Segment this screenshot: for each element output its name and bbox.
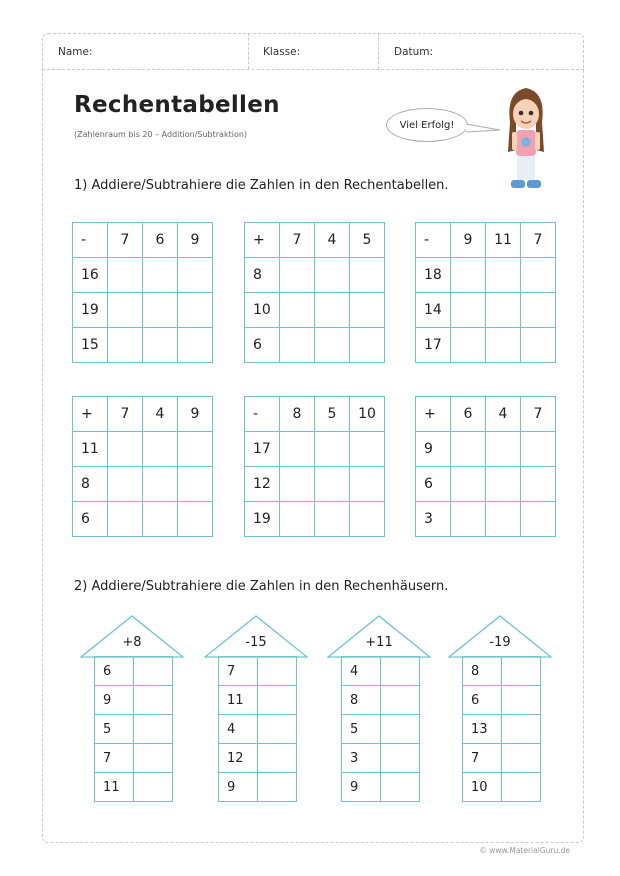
answer-cell[interactable] xyxy=(258,686,297,715)
table-row-header: 8 xyxy=(245,258,280,293)
house-value: 13 xyxy=(463,715,502,744)
table-operator: + xyxy=(245,223,280,258)
table-row-header: 14 xyxy=(416,293,451,328)
answer-cell[interactable] xyxy=(280,467,315,502)
house-value: 3 xyxy=(342,744,381,773)
house-value: 8 xyxy=(463,657,502,686)
house-value: 9 xyxy=(342,773,381,802)
answer-cell[interactable] xyxy=(521,293,556,328)
calc-table-4 xyxy=(72,396,213,537)
answer-cell[interactable] xyxy=(486,328,521,363)
table-operator: + xyxy=(416,397,451,432)
house-value: 7 xyxy=(463,744,502,773)
answer-cell[interactable] xyxy=(143,502,178,537)
header-divider xyxy=(248,33,249,69)
answer-cell[interactable] xyxy=(178,432,213,467)
table-col-header: 4 xyxy=(486,397,521,432)
answer-cell[interactable] xyxy=(315,258,350,293)
table-row-header: 18 xyxy=(416,258,451,293)
calc-table-1 xyxy=(72,222,213,363)
answer-cell[interactable] xyxy=(143,432,178,467)
answer-cell[interactable] xyxy=(451,293,486,328)
answer-cell[interactable] xyxy=(381,686,420,715)
table-row-header: 10 xyxy=(245,293,280,328)
answer-cell[interactable] xyxy=(350,293,385,328)
answer-cell[interactable] xyxy=(502,657,541,686)
answer-cell[interactable] xyxy=(350,432,385,467)
table-col-header: 7 xyxy=(108,397,143,432)
answer-cell[interactable] xyxy=(451,258,486,293)
answer-cell[interactable] xyxy=(451,432,486,467)
answer-cell[interactable] xyxy=(178,328,213,363)
house-value: 7 xyxy=(95,744,134,773)
house-table xyxy=(341,656,420,802)
answer-cell[interactable] xyxy=(258,773,297,802)
answer-cell[interactable] xyxy=(280,258,315,293)
page-subtitle: (Zahlenraum bis 20 – Addition/Subtraktion) xyxy=(74,130,248,139)
house-roof-label: -19 xyxy=(489,635,511,650)
table-row-header: 6 xyxy=(416,467,451,502)
table-row-header: 6 xyxy=(73,502,108,537)
calc-house-1 xyxy=(80,614,184,806)
table-col-header: 8 xyxy=(280,397,315,432)
answer-cell[interactable] xyxy=(280,432,315,467)
table-col-header: 9 xyxy=(451,223,486,258)
answer-cell[interactable] xyxy=(280,502,315,537)
calc-table-3 xyxy=(415,222,556,363)
answer-cell[interactable] xyxy=(108,432,143,467)
answer-cell[interactable] xyxy=(315,328,350,363)
house-table xyxy=(94,656,173,802)
answer-cell[interactable] xyxy=(486,258,521,293)
answer-cell[interactable] xyxy=(108,467,143,502)
answer-cell[interactable] xyxy=(108,293,143,328)
answer-cell[interactable] xyxy=(178,293,213,328)
answer-cell[interactable] xyxy=(350,502,385,537)
calc-house-4 xyxy=(448,614,552,806)
answer-cell[interactable] xyxy=(280,328,315,363)
answer-cell[interactable] xyxy=(521,467,556,502)
answer-cell[interactable] xyxy=(521,258,556,293)
answer-cell[interactable] xyxy=(143,328,178,363)
answer-cell[interactable] xyxy=(381,744,420,773)
table-operator: + xyxy=(73,397,108,432)
answer-cell[interactable] xyxy=(315,293,350,328)
class-label: Klasse: xyxy=(263,46,301,58)
table-row-header: 19 xyxy=(245,502,280,537)
house-value: 11 xyxy=(95,773,134,802)
table-row-header: 9 xyxy=(416,432,451,467)
table-col-header: 7 xyxy=(108,223,143,258)
header-row xyxy=(42,33,584,70)
answer-cell[interactable] xyxy=(502,715,541,744)
house-value: 5 xyxy=(95,715,134,744)
table-col-header: 6 xyxy=(143,223,178,258)
table-operator: - xyxy=(73,223,108,258)
house-value: 6 xyxy=(95,657,134,686)
answer-cell[interactable] xyxy=(350,328,385,363)
answer-cell[interactable] xyxy=(178,467,213,502)
answer-cell[interactable] xyxy=(451,467,486,502)
house-table xyxy=(462,656,541,802)
table-row-header: 8 xyxy=(73,467,108,502)
house-table xyxy=(218,656,297,802)
answer-cell[interactable] xyxy=(502,686,541,715)
table-row-header: 17 xyxy=(416,328,451,363)
calc-table-5 xyxy=(244,396,385,537)
answer-cell[interactable] xyxy=(350,258,385,293)
answer-cell[interactable] xyxy=(486,502,521,537)
table-col-header: 5 xyxy=(350,223,385,258)
table-operator: - xyxy=(416,223,451,258)
answer-cell[interactable] xyxy=(521,432,556,467)
section-1-instruction: 1) Addiere/Subtrahiere die Zahlen in den Rechentabellen. xyxy=(74,178,449,193)
answer-cell[interactable] xyxy=(143,258,178,293)
house-value: 10 xyxy=(463,773,502,802)
name-label: Name: xyxy=(58,46,93,58)
house-value: 6 xyxy=(463,686,502,715)
speech-bubble-tail xyxy=(466,122,502,136)
table-row-header: 19 xyxy=(73,293,108,328)
answer-cell[interactable] xyxy=(451,502,486,537)
table-col-header: 7 xyxy=(521,223,556,258)
house-value: 5 xyxy=(342,715,381,744)
table-col-header: 4 xyxy=(143,397,178,432)
answer-cell[interactable] xyxy=(502,773,541,802)
table-operator: - xyxy=(245,397,280,432)
page-title: Rechentabellen xyxy=(74,92,280,118)
girl-illustration-icon xyxy=(498,82,554,194)
house-roof-label: -15 xyxy=(245,635,267,650)
answer-cell[interactable] xyxy=(315,467,350,502)
answer-cell[interactable] xyxy=(134,715,173,744)
answer-cell[interactable] xyxy=(381,715,420,744)
answer-cell[interactable] xyxy=(143,293,178,328)
answer-cell[interactable] xyxy=(134,686,173,715)
calc-house-3 xyxy=(327,614,431,806)
answer-cell[interactable] xyxy=(521,502,556,537)
table-col-header: 11 xyxy=(486,223,521,258)
answer-cell[interactable] xyxy=(108,258,143,293)
section-2-instruction: 2) Addiere/Subtrahiere die Zahlen in den Rechenhäusern. xyxy=(74,579,449,594)
house-value: 8 xyxy=(342,686,381,715)
calc-table-6 xyxy=(415,396,556,537)
house-value: 11 xyxy=(219,686,258,715)
answer-cell[interactable] xyxy=(381,773,420,802)
header-divider xyxy=(378,33,379,69)
answer-cell[interactable] xyxy=(486,467,521,502)
table-col-header: 9 xyxy=(178,223,213,258)
table-row-header: 11 xyxy=(73,432,108,467)
answer-cell[interactable] xyxy=(521,328,556,363)
speech-bubble: Viel Erfolg! xyxy=(386,108,468,142)
answer-cell[interactable] xyxy=(486,293,521,328)
answer-cell[interactable] xyxy=(381,657,420,686)
table-row-header: 15 xyxy=(73,328,108,363)
house-value: 9 xyxy=(95,686,134,715)
answer-cell[interactable] xyxy=(451,328,486,363)
answer-cell[interactable] xyxy=(178,258,213,293)
calc-house-2 xyxy=(204,614,308,806)
answer-cell[interactable] xyxy=(315,432,350,467)
table-row-header: 6 xyxy=(245,328,280,363)
table-row-header: 16 xyxy=(73,258,108,293)
house-roof-label: +11 xyxy=(365,635,393,650)
answer-cell[interactable] xyxy=(143,467,178,502)
answer-cell[interactable] xyxy=(258,715,297,744)
table-col-header: 10 xyxy=(350,397,385,432)
answer-cell[interactable] xyxy=(134,773,173,802)
answer-cell[interactable] xyxy=(486,432,521,467)
house-value: 4 xyxy=(342,657,381,686)
house-value: 9 xyxy=(219,773,258,802)
answer-cell[interactable] xyxy=(258,744,297,773)
house-value: 12 xyxy=(219,744,258,773)
table-col-header: 5 xyxy=(315,397,350,432)
table-row-header: 12 xyxy=(245,467,280,502)
answer-cell[interactable] xyxy=(315,502,350,537)
table-col-header: 4 xyxy=(315,223,350,258)
table-row-header: 17 xyxy=(245,432,280,467)
house-value: 4 xyxy=(219,715,258,744)
calc-table-2 xyxy=(244,222,385,363)
table-row-header: 3 xyxy=(416,502,451,537)
table-col-header: 7 xyxy=(280,223,315,258)
answer-cell[interactable] xyxy=(280,293,315,328)
house-roof-label: +8 xyxy=(122,635,142,650)
date-label: Datum: xyxy=(394,46,434,58)
answer-cell[interactable] xyxy=(134,657,173,686)
footer-copyright: © www.MaterialGuru.de xyxy=(479,846,570,855)
answer-cell[interactable] xyxy=(178,502,213,537)
table-col-header: 7 xyxy=(521,397,556,432)
answer-cell[interactable] xyxy=(134,744,173,773)
answer-cell[interactable] xyxy=(502,744,541,773)
answer-cell[interactable] xyxy=(350,467,385,502)
table-col-header: 9 xyxy=(178,397,213,432)
answer-cell[interactable] xyxy=(258,657,297,686)
house-value: 7 xyxy=(219,657,258,686)
answer-cell[interactable] xyxy=(108,502,143,537)
answer-cell[interactable] xyxy=(108,328,143,363)
table-col-header: 6 xyxy=(451,397,486,432)
